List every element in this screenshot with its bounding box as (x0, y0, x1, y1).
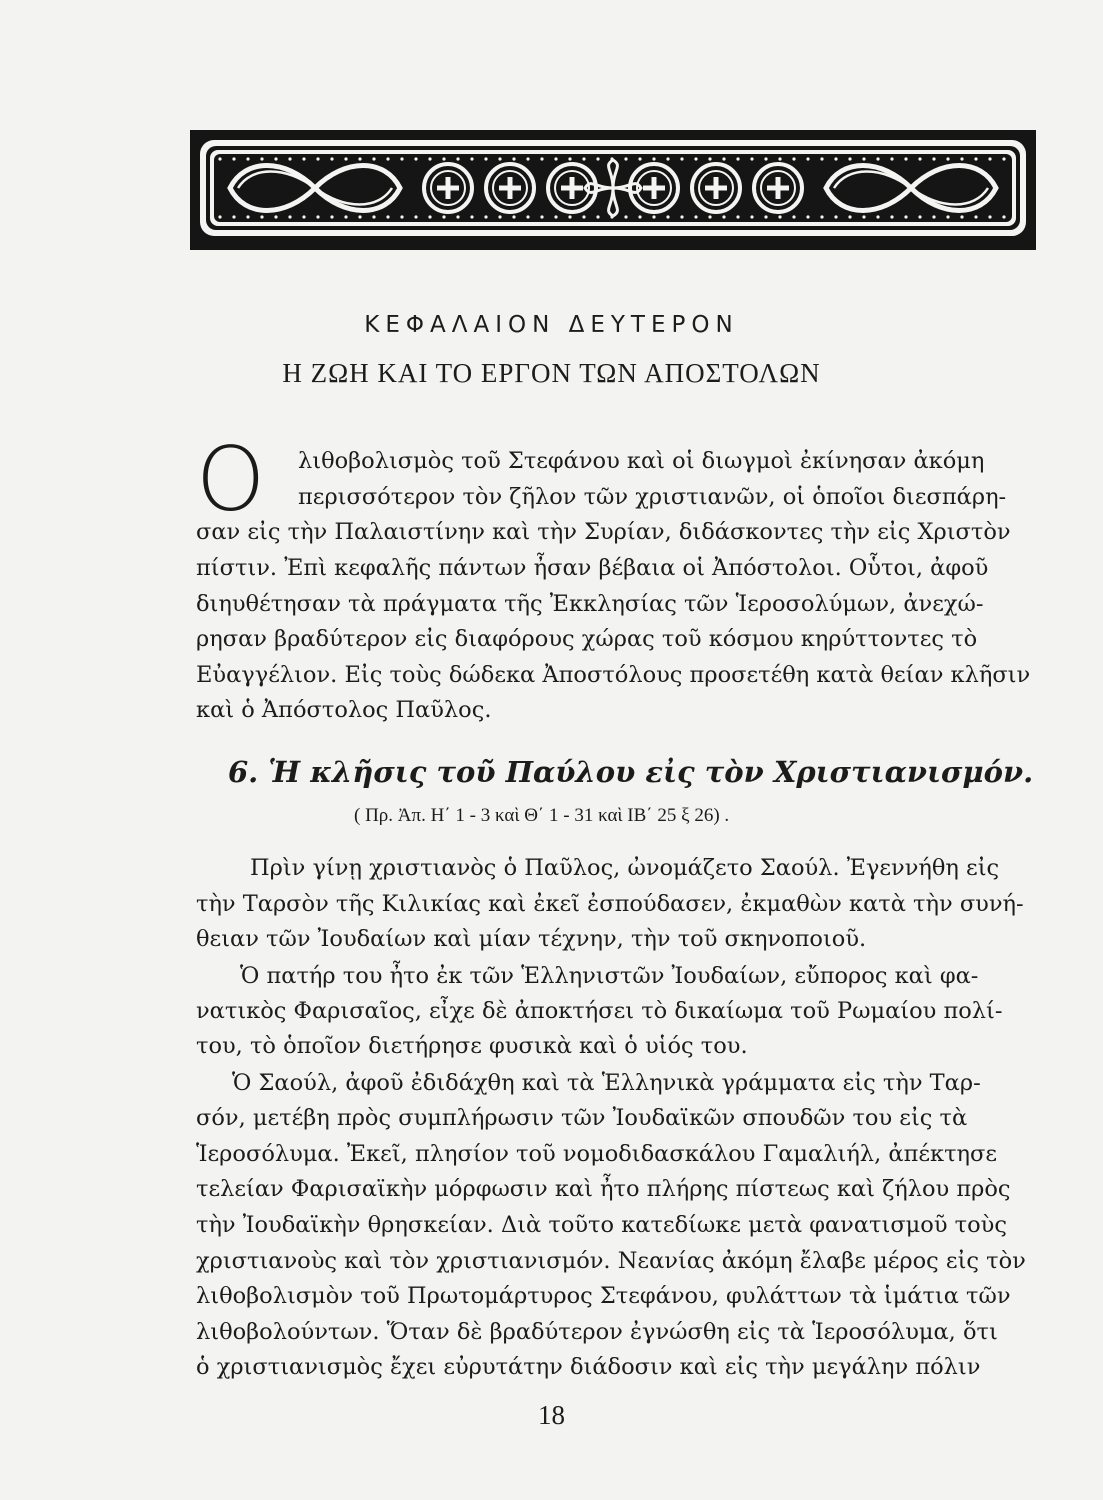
body-line: τὴν Ταρσὸν τῆς Κιλικίας καὶ ἐκεῖ ἐσπούδασεν, ἐκμαθὼν κατὰ τὴν συνή- (196, 891, 1024, 917)
body-line: λιθοβολούντων. Ὅταν δὲ βραδύτερον ἐγνώσθη εἰς τὰ Ἱεροσόλυμα, ὅτι (196, 1319, 998, 1345)
chapter-title: Η ΖΩΗ ΚΑΙ ΤΟ ΕΡΓΟΝ ΤΩΝ ΑΠΟΣΤΟΛΩΝ (282, 358, 821, 388)
body-line: Πρὶν γίνῃ χριστιανὸς ὁ Παῦλος, ὠνομάζετο Σαούλ. Ἐγεννήθη εἰς (250, 855, 1000, 881)
section-heading: 6. Ἡ κλῆσις τοῦ Παύλου εἰς τὸν Χριστιανισμόν. (228, 755, 1034, 789)
body-line: τελείαν Φαρισαϊκὴν μόρφωσιν καὶ ἦτο πλήρης πίστεως καὶ ζήλου πρὸς (196, 1176, 1011, 1202)
body-line: τὴν Ἰουδαϊκὴν θρησκείαν. Διὰ τοῦτο κατεδίωκε μετὰ φανατισμοῦ τοὺς (196, 1212, 1007, 1238)
body-line: νατικὸς Φαρισαῖος, εἶχε δὲ ἀποκτήσει τὸ δικαίωμα τοῦ Ρωμαίου πολί- (196, 998, 1003, 1024)
drop-cap: Ο (196, 428, 266, 531)
chapter-label: ΚΕΦΑΛΑΙΟΝ ΔΕΥΤΕΡΟΝ (364, 312, 739, 338)
body-line: χριστιανοὺς καὶ τὸν χριστιανισμόν. Νεανίας ἀκόμη ἔλαβε μέρος εἰς τὸν (196, 1248, 1026, 1274)
body-line: Ἱεροσόλυμα. Ἐκεῖ, πλησίον τοῦ νομοδιδασκάλου Γαμαλιήλ, ἀπέκτησε (196, 1141, 998, 1167)
intro-line: σαν εἰς τὴν Παλαιστίνην καὶ τὴν Συρίαν, διδάσκοντες τὴν εἰς Χριστὸν (196, 519, 1011, 545)
ornamental-banner (190, 130, 1036, 250)
body-line: του, τὸ ὁποῖον διετήρησε φυσικὰ καὶ ὁ υἱός του. (196, 1033, 748, 1059)
body-line: Ὁ πατήρ του ἦτο ἐκ τῶν Ἑλληνιστῶν Ἰουδαίων, εὔπορος καὶ φα- (240, 963, 979, 989)
intro-line: καὶ ὁ Ἀπόστολος Παῦλος. (196, 697, 492, 723)
intro-line: πίστιν. Ἐπὶ κεφαλῆς πάντων ἦσαν βέβαια οἱ Ἀπόστολοι. Οὗτοι, ἀφοῦ (196, 555, 989, 581)
intro-line: ρησαν βραδύτερον εἰς διαφόρους χώρας τοῦ κόσμου κηρύττοντες τὸ (196, 626, 978, 652)
body-line: σόν, μετέβη πρὸς συμπλήρωσιν τῶν Ἰουδαϊκῶν σπουδῶν του εἰς τὰ (196, 1105, 968, 1131)
body-line: Ὁ Σαούλ, ἀφοῦ ἐδιδάχθη καὶ τὰ Ἑλληνικὰ γράμματα εἰς τὴν Ταρ- (232, 1070, 981, 1096)
section-reference: ( Πρ. Ἀπ. Η΄ 1 - 3 καὶ Θ΄ 1 - 31 καὶ ΙΒ΄ 25 ξ 26) . (354, 805, 730, 826)
intro-line: διηυθέτησαν τὰ πράγματα τῆς Ἐκκλησίας τῶν Ἱεροσολύμων, ἀνεχώ- (196, 591, 984, 617)
intro-line: λιθοβολισμὸς τοῦ Στεφάνου καὶ οἱ διωγμοὶ ἐκίνησαν ἀκόμη (298, 448, 985, 474)
body-line: λιθοβολισμὸν τοῦ Πρωτομάρτυρος Στεφάνου, φυλάττων τὰ ἱμάτια τῶν (196, 1283, 1011, 1309)
page-number: 18 (538, 1400, 565, 1430)
intro-line: Εὐαγγέλιον. Εἰς τοὺς δώδεκα Ἀποστόλους προσετέθη κατὰ θείαν κλῆσιν (196, 662, 1031, 688)
body-line: θειαν τῶν Ἰουδαίων καὶ μίαν τέχνην, τὴν τοῦ σκηνοποιοῦ. (196, 926, 867, 952)
body-line: ὁ χριστιανισμὸς ἔχει εὐρυτάτην διάδοσιν καὶ εἰς τὴν μεγάλην πόλιν (196, 1354, 981, 1380)
intro-line: περισσότερον τὸν ζῆλον τῶν χριστιανῶν, οἱ ὁποῖοι διεσπάρη- (298, 484, 1007, 510)
